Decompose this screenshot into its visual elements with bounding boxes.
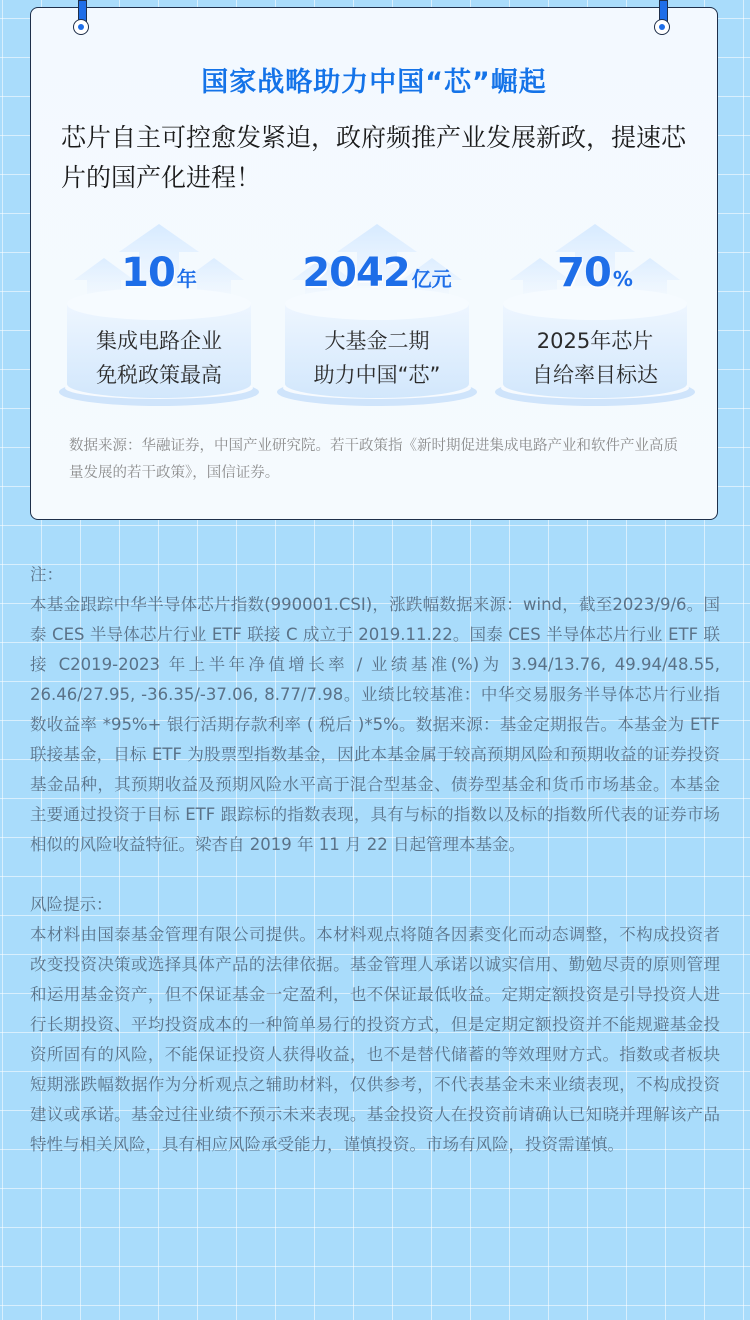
- card-title: 国家战略助力中国“芯”崛起: [201, 67, 547, 98]
- stat-unit: 亿元: [411, 267, 452, 291]
- stat-label-line2: 助力中国“芯”: [313, 363, 441, 387]
- stat-value: 2042: [302, 250, 410, 296]
- stat-value: 10: [121, 250, 175, 296]
- stat-label-line1: 2025年芯片: [536, 329, 654, 353]
- binder-pin-right: [659, 0, 668, 26]
- stat-label-line2: 免税政策最高: [96, 363, 222, 387]
- stat-label-line2: 自给率目标达: [532, 363, 658, 387]
- stat-value: 70: [557, 250, 611, 296]
- stat-tax-exemption: [59, 216, 259, 416]
- data-source-note: 数据来源：华融证券，中国产业研究院。若干政策指《新时期促进集成电路产业和软件产业高质量发展的若干政策》，国信证券。: [69, 438, 678, 481]
- risk-heading: 风险提示：: [30, 895, 113, 914]
- stat-unit: 年: [176, 267, 197, 291]
- disclaimer-section: [30, 560, 720, 1160]
- notes-body: 本基金跟踪中华半导体芯片指数(990001.CSI)，涨跌幅数据来源：wind，截至2023/9/6。国泰 CES 半导体芯片行业 ETF 联接 C 成立于 2019.11.22。国泰 CES 半导体芯片行业 ETF 联接 C2019-2023 年上半年净值增长率 / 业绩基准(%)为 3.94/13.76, 49.94/48.55, 26.46/27.95, -36.35/-37.06, 8.77/7.98。业绩比较基准：中华交易服务半导体芯片行业指数收益率 *95%+ 银行活期存款利率 ( 税后 )*5%。数据来源：基金定期报告。本基金为 ETF 联接基金，目标 ETF 为股票型指数基金，因此本基金属于较高预期风险和预期收益的证券投资基金品种，其预期收益及预期风险水平高于混合型基金、债券型基金和货币市场基金。本基金主要通过投资于目标 ETF 跟踪标的指数表现，具有与标的指数以及标的指数所代表的证券市场相似的风险收益特征。梁杏自 2019 年 11 月 22 日起管理本基金。: [30, 595, 720, 854]
- risk-body: 本材料由国泰基金管理有限公司提供。本材料观点将随各因素变化而动态调整，不构成投资者改变投资决策或选择具体产品的法律依据。基金管理人承诺以诚实信用、勤勉尽责的原则管理和运用基金资产，但不保证基金一定盈利，也不保证最低收益。定期定额投资是引导投资人进行长期投资、平均投资成本的一种简单易行的投资方式，但是定期定额投资并不能规避基金投资所固有的风险，不能保证投资人获得收益，也不是替代储蓄的等效理财方式。指数或者板块短期涨跌幅数据作为分析观点之辅助材料，仅供参考，不代表基金未来业绩表现，不构成投资建议或承诺。基金过往业绩不预示未来表现。基金投资人在投资前请确认已知晓并理解该产品特性与相关风险，具有相应风险承受能力，谨慎投资。市场有风险，投资需谨慎。: [30, 925, 720, 1154]
- stat-label-line1: 集成电路企业: [96, 329, 222, 353]
- stats-row: [57, 216, 697, 416]
- binder-pin-left: [78, 0, 87, 26]
- stat-label-line1: 大基金二期: [324, 329, 430, 353]
- card-subtitle: 芯片自主可控愈发紧迫，政府频推产业发展新政，提速芯片的国产化进程！: [61, 123, 687, 192]
- stat-big-fund: [277, 216, 477, 416]
- stat-self-sufficiency: [495, 216, 695, 416]
- stats-card: [30, 7, 718, 520]
- stat-unit: %: [612, 267, 633, 291]
- notes-heading: 注：: [30, 565, 63, 584]
